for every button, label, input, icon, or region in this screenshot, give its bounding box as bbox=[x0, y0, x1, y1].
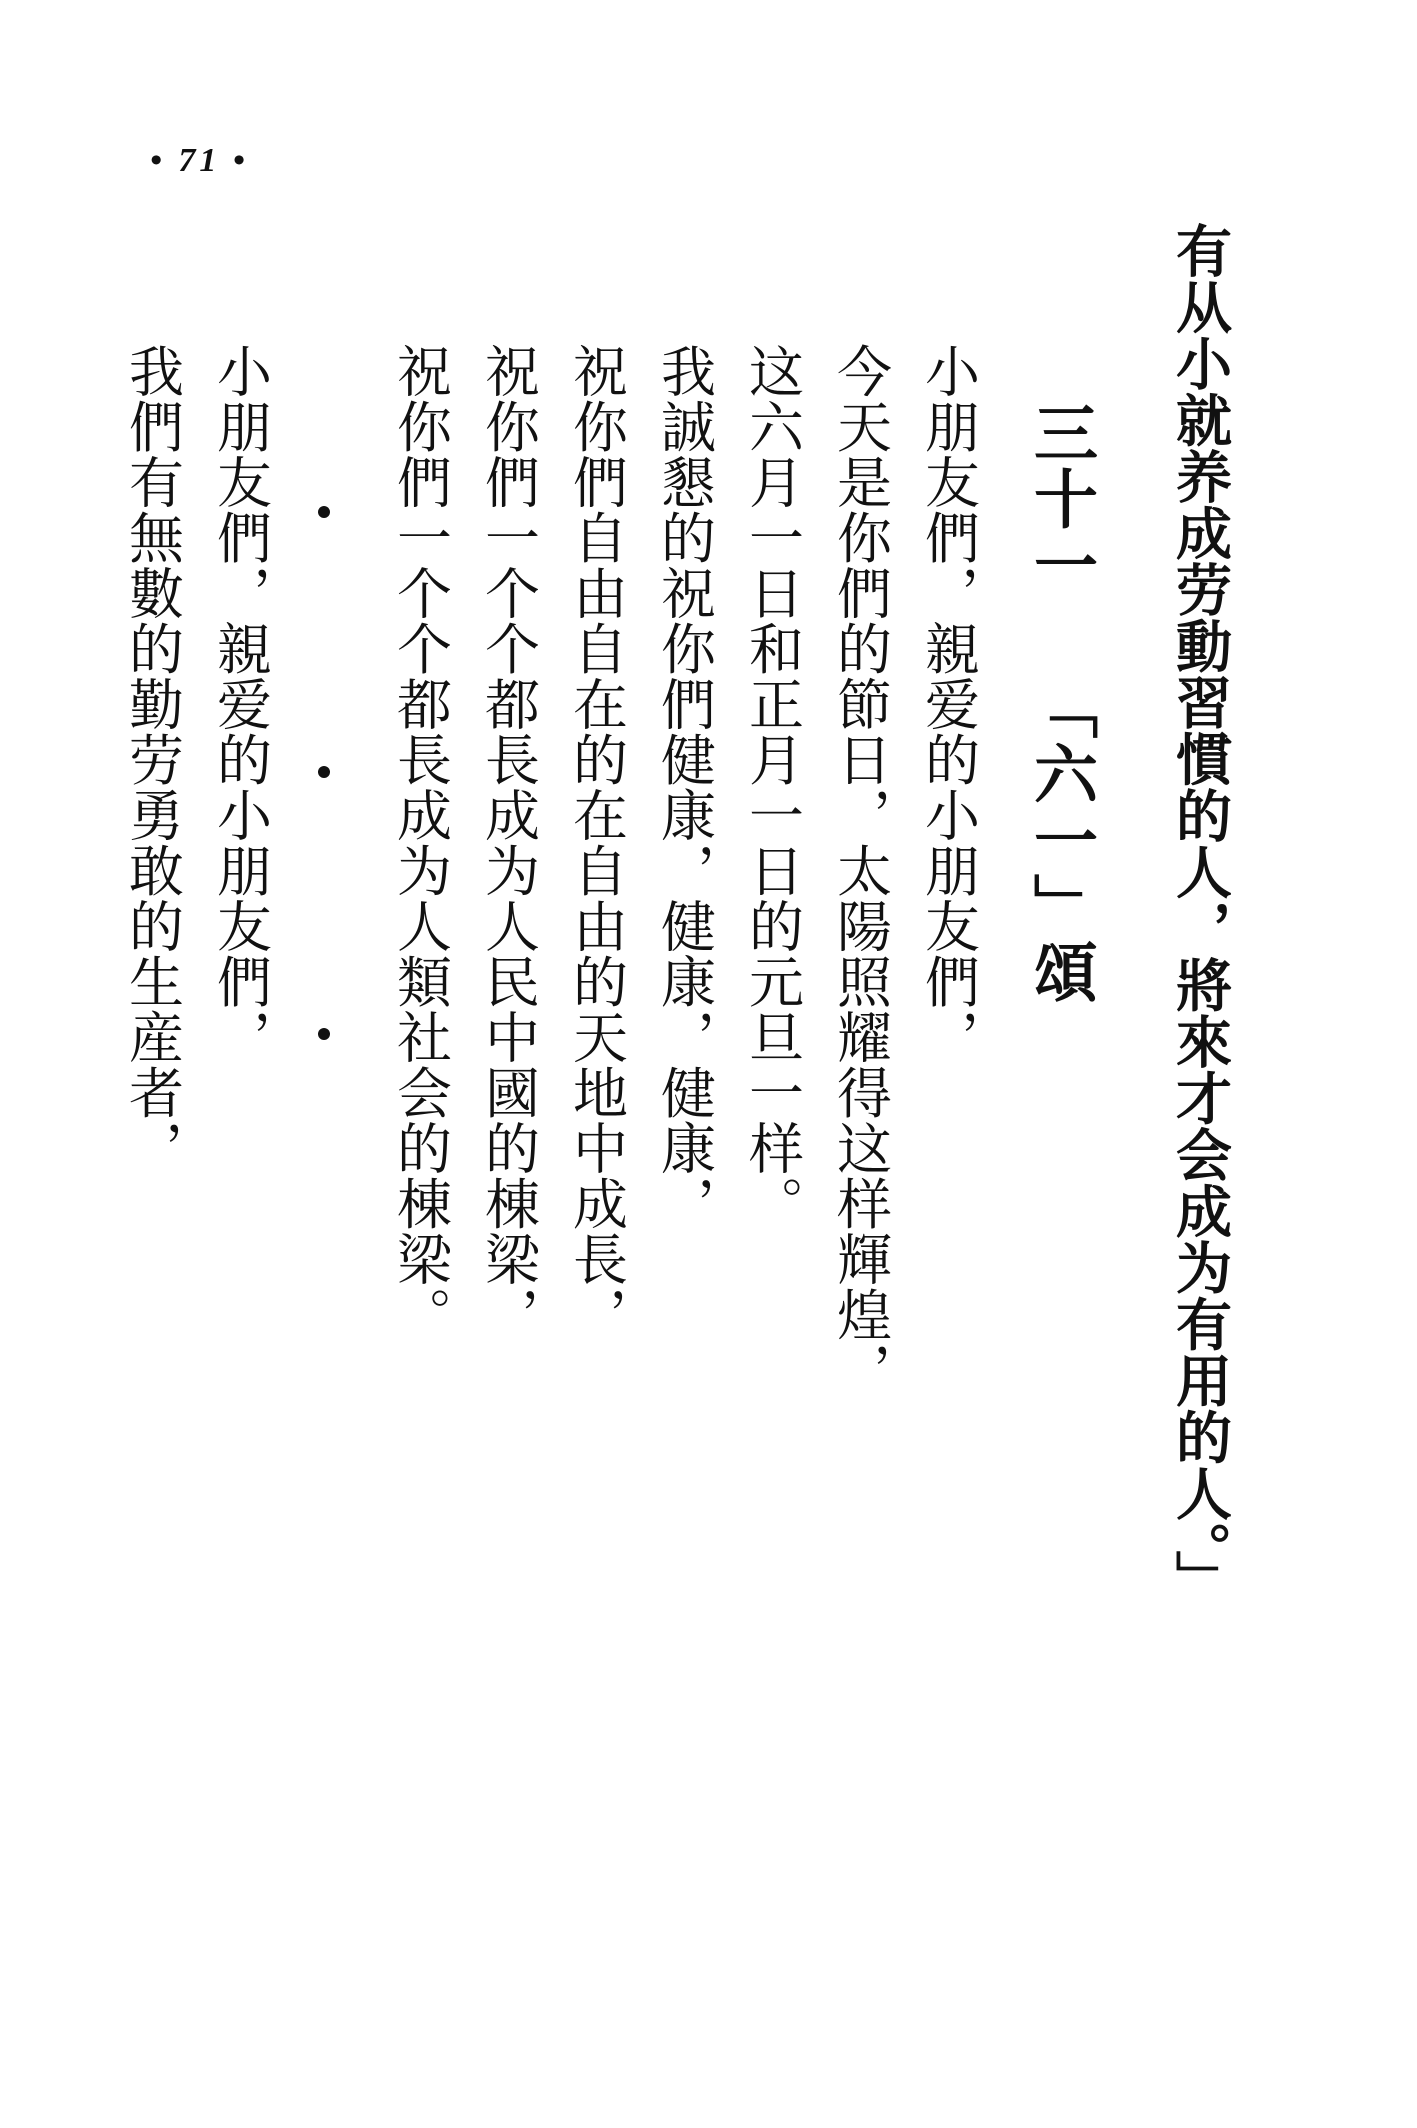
poem-line: 祝你們自由自在的在自由的天地中成長， bbox=[564, 343, 628, 1342]
section-separator-dot bbox=[318, 506, 330, 518]
page-number: • 71 • bbox=[150, 142, 249, 179]
section-title: 三十一 「六一」頌 bbox=[1023, 400, 1098, 1005]
poem-line: 我誠懇的祝你們健康，健康，健康， bbox=[652, 343, 716, 1231]
poem-line: 小朋友們，親爱的小朋友們， bbox=[208, 343, 272, 1065]
section-separator-dot bbox=[318, 1028, 330, 1040]
poem-line: 我們有無數的勤劳勇敢的生産者， bbox=[120, 343, 184, 1176]
poem-line: 今天是你們的節日，太陽照耀得这样輝煌， bbox=[828, 343, 892, 1398]
section-separator-dot bbox=[318, 766, 330, 778]
poem-line: 小朋友們，親爱的小朋友們， bbox=[916, 343, 980, 1065]
closing-line: 有从小就养成劳動習慣的人，將來才会成为有用的人。」 bbox=[1167, 222, 1233, 1607]
poem-line: 祝你們一个个都長成为人民中國的棟梁， bbox=[476, 343, 540, 1342]
poem-line: 祝你們一个个都長成为人類社会的棟梁。 bbox=[388, 343, 452, 1342]
poem-line: 这六月一日和正月一日的元旦一样。 bbox=[740, 343, 804, 1231]
